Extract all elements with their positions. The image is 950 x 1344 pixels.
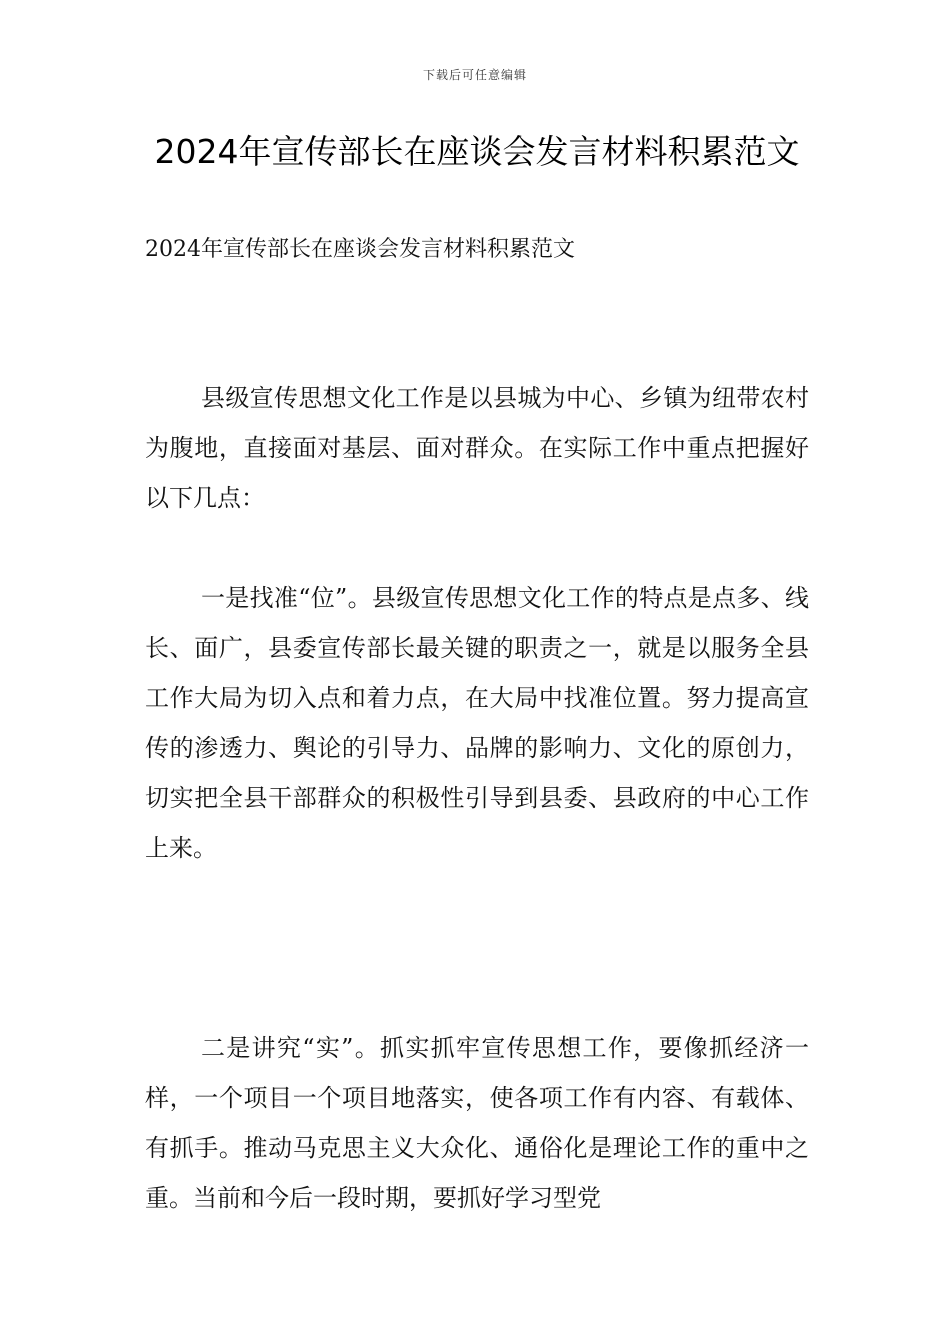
document-subtitle: 2024年宣传部长在座谈会发言材料积累范文 <box>145 237 575 262</box>
paragraph-intro: 县级宣传思想文化工作是以县城为中心、乡镇为纽带农村为腹地，直接面对基层、面对群众。在实际工作中重点把握好以下几点： <box>145 384 809 512</box>
document-title: 2024年宣传部长在座谈会发言材料积累范文 <box>154 132 800 171</box>
paragraph-point-one: 一是找准“位”。县级宣传思想文化工作的特点是点多、线长、面广，县委宣传部长最关键的职责之一，就是以服务全县工作大局为切入点和着力点，在大局中找准位置。努力提高宣传的渗透力、舆论的引导力、品牌的影响力、文化的原创力，切实把全县干部群众的积极性引导到县委、县政府的中心工作上来。 <box>145 584 809 862</box>
paragraph-point-two: 二是讲究“实”。抓实抓牢宣传思想工作，要像抓经济一样，一个项目一个项目地落实，使各项工作有内容、有载体、有抓手。推动马克思主义大众化、通俗化是理论工作的重中之重。当前和今后一段时期，要抓好学习型党 <box>145 1034 809 1212</box>
header-note: 下载后可任意编辑 <box>422 68 527 82</box>
